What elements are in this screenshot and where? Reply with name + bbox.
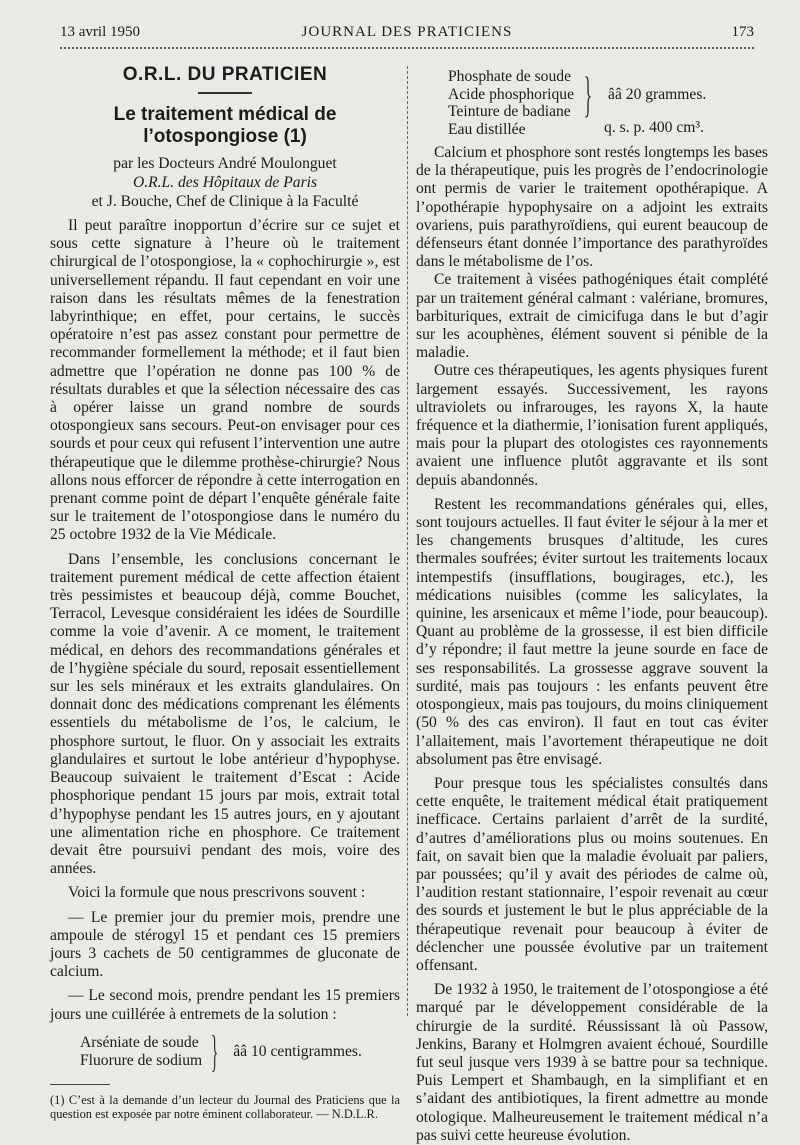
- paragraph: Pour presque tous les spécialistes consultés dans cette enquête, le traitement médical était pratiquement inefficace. Certains parlaient d’arrêt de la surdité, d’autres d’améliorations plus ou moins soutenues. En fait, on savait bien que la maladie évoluait par paliers, par poussées; qu’il y avait des périodes de calme où, l’audition restant stationnaire, l’espoir revenait au cœur des sourds et justement le but le plus appréciable de la thérapeutique revenait pour beaucoup à éviter de déclencher une poussée évolutive par un traitement offensant.: [416, 774, 768, 974]
- paragraph: Dans l’ensemble, les conclusions concernant le traitement purement médical de cette affection étaient très pessimistes et beaucoup déjà, comme Bouchet, Terracol, Levesque considéraient les idées de Sourdille comme la voie d’avenir. A ce moment, le traitement médical, en dehors des recommandations générales et de l’hygiène spéciale du sourd, reposait essentiellement sur les sels minéraux et les extraits glandulaires. On donnait donc des médications comprenant les éléments essentiels du métabolisme de l’os, le calcium, le phosphore surtout, le fluor. On y associait les extraits glandulaires et surtout le lobe antérieur d’hypophyse. Beaucoup suivaient le traitement d’Escat : Acide phosphorique pendant 15 jours par mois, extrait total d’hypophyse pendant les 15 autres jours, en y ajoutant une alimentation riche en phosphore. Ce traitement devait être poursuivi pendant des mois, voire des années.: [50, 550, 400, 878]
- brace-icon: }: [583, 66, 593, 123]
- left-column: [50, 64, 400, 1122]
- right-column: [416, 68, 768, 1145]
- formula-item: Arséniate de soude: [80, 1034, 199, 1052]
- paragraph: Restent les recommandations générales qui, elles, sont toujours actuelles. Il faut éviter le séjour à la mer et les changements brusques d’altitude, les cures thermales soufrées; éviter surtout les traitements locaux intempestifs (insufflations, bougirages, etc.), les médications nuisibles (comme les salicylates, la quinine, les arsenicaux et même l’iode, pour beaucoup). Quant au problème de la grossesse, il est bien difficile d’y répondre; il faut mettre la jeune sourde en face de ses responsabilités. La grossesse aggrave souvent la surdité, mais pas toujours : les enfants peuvent être otospongieux, mais pas toujours, du moins cliniquement (50 % des cas environ). Il faut en tout cas éviter l’allaitement, mais l’avortement thérapeutique ne doit absolument pas être envisagé.: [416, 495, 768, 768]
- paragraph: Voici la formule que nous prescrivons souvent :: [68, 884, 366, 902]
- column-divider: [407, 66, 408, 1016]
- paragraph: — Le premier jour du premier mois, prendre une ampoule de stérogyl 15 et pendant ces 15 premiers jours 3 cachets de 50 centigrammes de gluconate de calcium.: [50, 908, 400, 981]
- paragraph: De 1932 à 1950, le traitement de l’otospongiose a été marqué par le développement considérable de la chirurgie de la surdité. Réussissant là où Passow, Jenkins, Barany et Holmgren avaient échoué, Sourdille fut seul jusque vers 1939 à se battre pour sa technique. Puis Lempert et Shambaugh, en la simplifiant et en s’aidant des antibiotiques, la firent admettre au monde otologique. Malheureusement le traitement médical n’a pas suivi cette heureuse évolution.: [416, 981, 768, 1144]
- formula-quantity: ââ 20 grammes.: [608, 85, 707, 103]
- issue-date: 13 avril 1950: [60, 24, 140, 40]
- formula-quantity: ââ 10 centigrammes.: [233, 1042, 362, 1060]
- footnote: (1) C’est à la demande d’un lecteur du Journal des Praticiens que la question est exposée par notre éminent collaborateur. — N.D.L.R.: [50, 1092, 400, 1122]
- formula-block: [80, 1026, 400, 1076]
- page-header: [60, 24, 754, 46]
- formula-item: Fluorure de sodium: [80, 1051, 203, 1069]
- byline-coauthor: et J. Bouche, Chef de Clinique à la Faculté: [91, 193, 359, 210]
- formula-block: [448, 68, 768, 138]
- formula-item: Acide phosphorique: [448, 85, 575, 103]
- paragraph: — Le second mois, prendre pendant les 15 premiers jours une cuillérée à entremets de la solution :: [50, 987, 400, 1023]
- paragraph: Ce traitement à visées pathogéniques était complété par un traitement général calmant : valériane, bromures, barbituriques, extrait de cimicifuga dans le but d’agir sur les acouphènes, élément souvent si pénible de la maladie.: [416, 271, 768, 362]
- byline-affiliation: O.R.L. des Hôpitaux de Paris: [132, 174, 318, 191]
- byline-authors: par les Docteurs André Moulonguet: [113, 155, 337, 172]
- footnote-rule: [50, 1084, 110, 1085]
- paragraph: Outre ces thérapeutiques, les agents physiques furent largement essayés. Successivement, les rayons ultraviolets ou infrarouges, les rayons X, la haute fréquence et la diathermie, l’ionisation furent appliqués, mais pour la plupart des otologistes ces rayonnements avaient une influence plutôt aggravante et ils sont depuis abandonnés.: [416, 362, 768, 489]
- paragraph: Il peut paraître inopportun d’écrire sur ce sujet et sous cette signature à l’heure où le traitement chirurgical de l’otospongiose, la « cophochirurgie », est universellement répandu. Il faut cependant en voir une raison dans les résultats mêmes de la fenestration labyrinthique; en effet, pour certains, le succès opératoire n’est pas assez constant pour permettre de recommander formellement la méthode; et il faut bien admettre que l’opération ne donne pas 100 % de résultats durables et que la sélection nécessaire des cas à opérer laisse un grand nombre de sourds otospongieux sans secours. Peut-on envisager pour ces sourds et pour ceux qui refusent l’intervention une autre thérapeutique que le dilemme prothèse-chirurgie? Nous allons nous efforcer de répondre à cette interrogation en prenant comme point de départ l’enquête générale faite sur le traitement de l’otospongiose dans le numéro du 25 octobre 1932 de la Vie Médicale.: [50, 217, 400, 544]
- article-title: Le traitement médical de l’otospongiose (1): [113, 104, 337, 147]
- paragraph: Calcium et phosphore sont restés longtemps les bases de la thérapeutique, puis les progrès de l’endocrinologie ont permis de varier le traitement opothérapique. A l’opothérapie hypophysaire on a adjoint les extraits ovariens, puis parathyroïdiens, qui eurent beaucoup de défenseurs étant donnée l’importance des parathyroïdes dans le métabolisme de l’os.: [416, 144, 768, 271]
- formula-quantity: q. s. p. 400 cm³.: [604, 119, 704, 137]
- header-rule: [60, 47, 754, 49]
- section-rubric: O.R.L. DU PRATICIEN: [122, 64, 328, 85]
- page-number: 173: [731, 24, 754, 40]
- formula-item: Eau distillée: [448, 120, 526, 138]
- formula-item: Phosphate de soude: [448, 68, 571, 85]
- brace-icon: }: [211, 1026, 219, 1076]
- formula-item: Teinture de badiane: [448, 103, 571, 120]
- journal-title: JOURNAL DES PRATICIENS: [301, 24, 513, 40]
- rubric-rule: [198, 92, 252, 94]
